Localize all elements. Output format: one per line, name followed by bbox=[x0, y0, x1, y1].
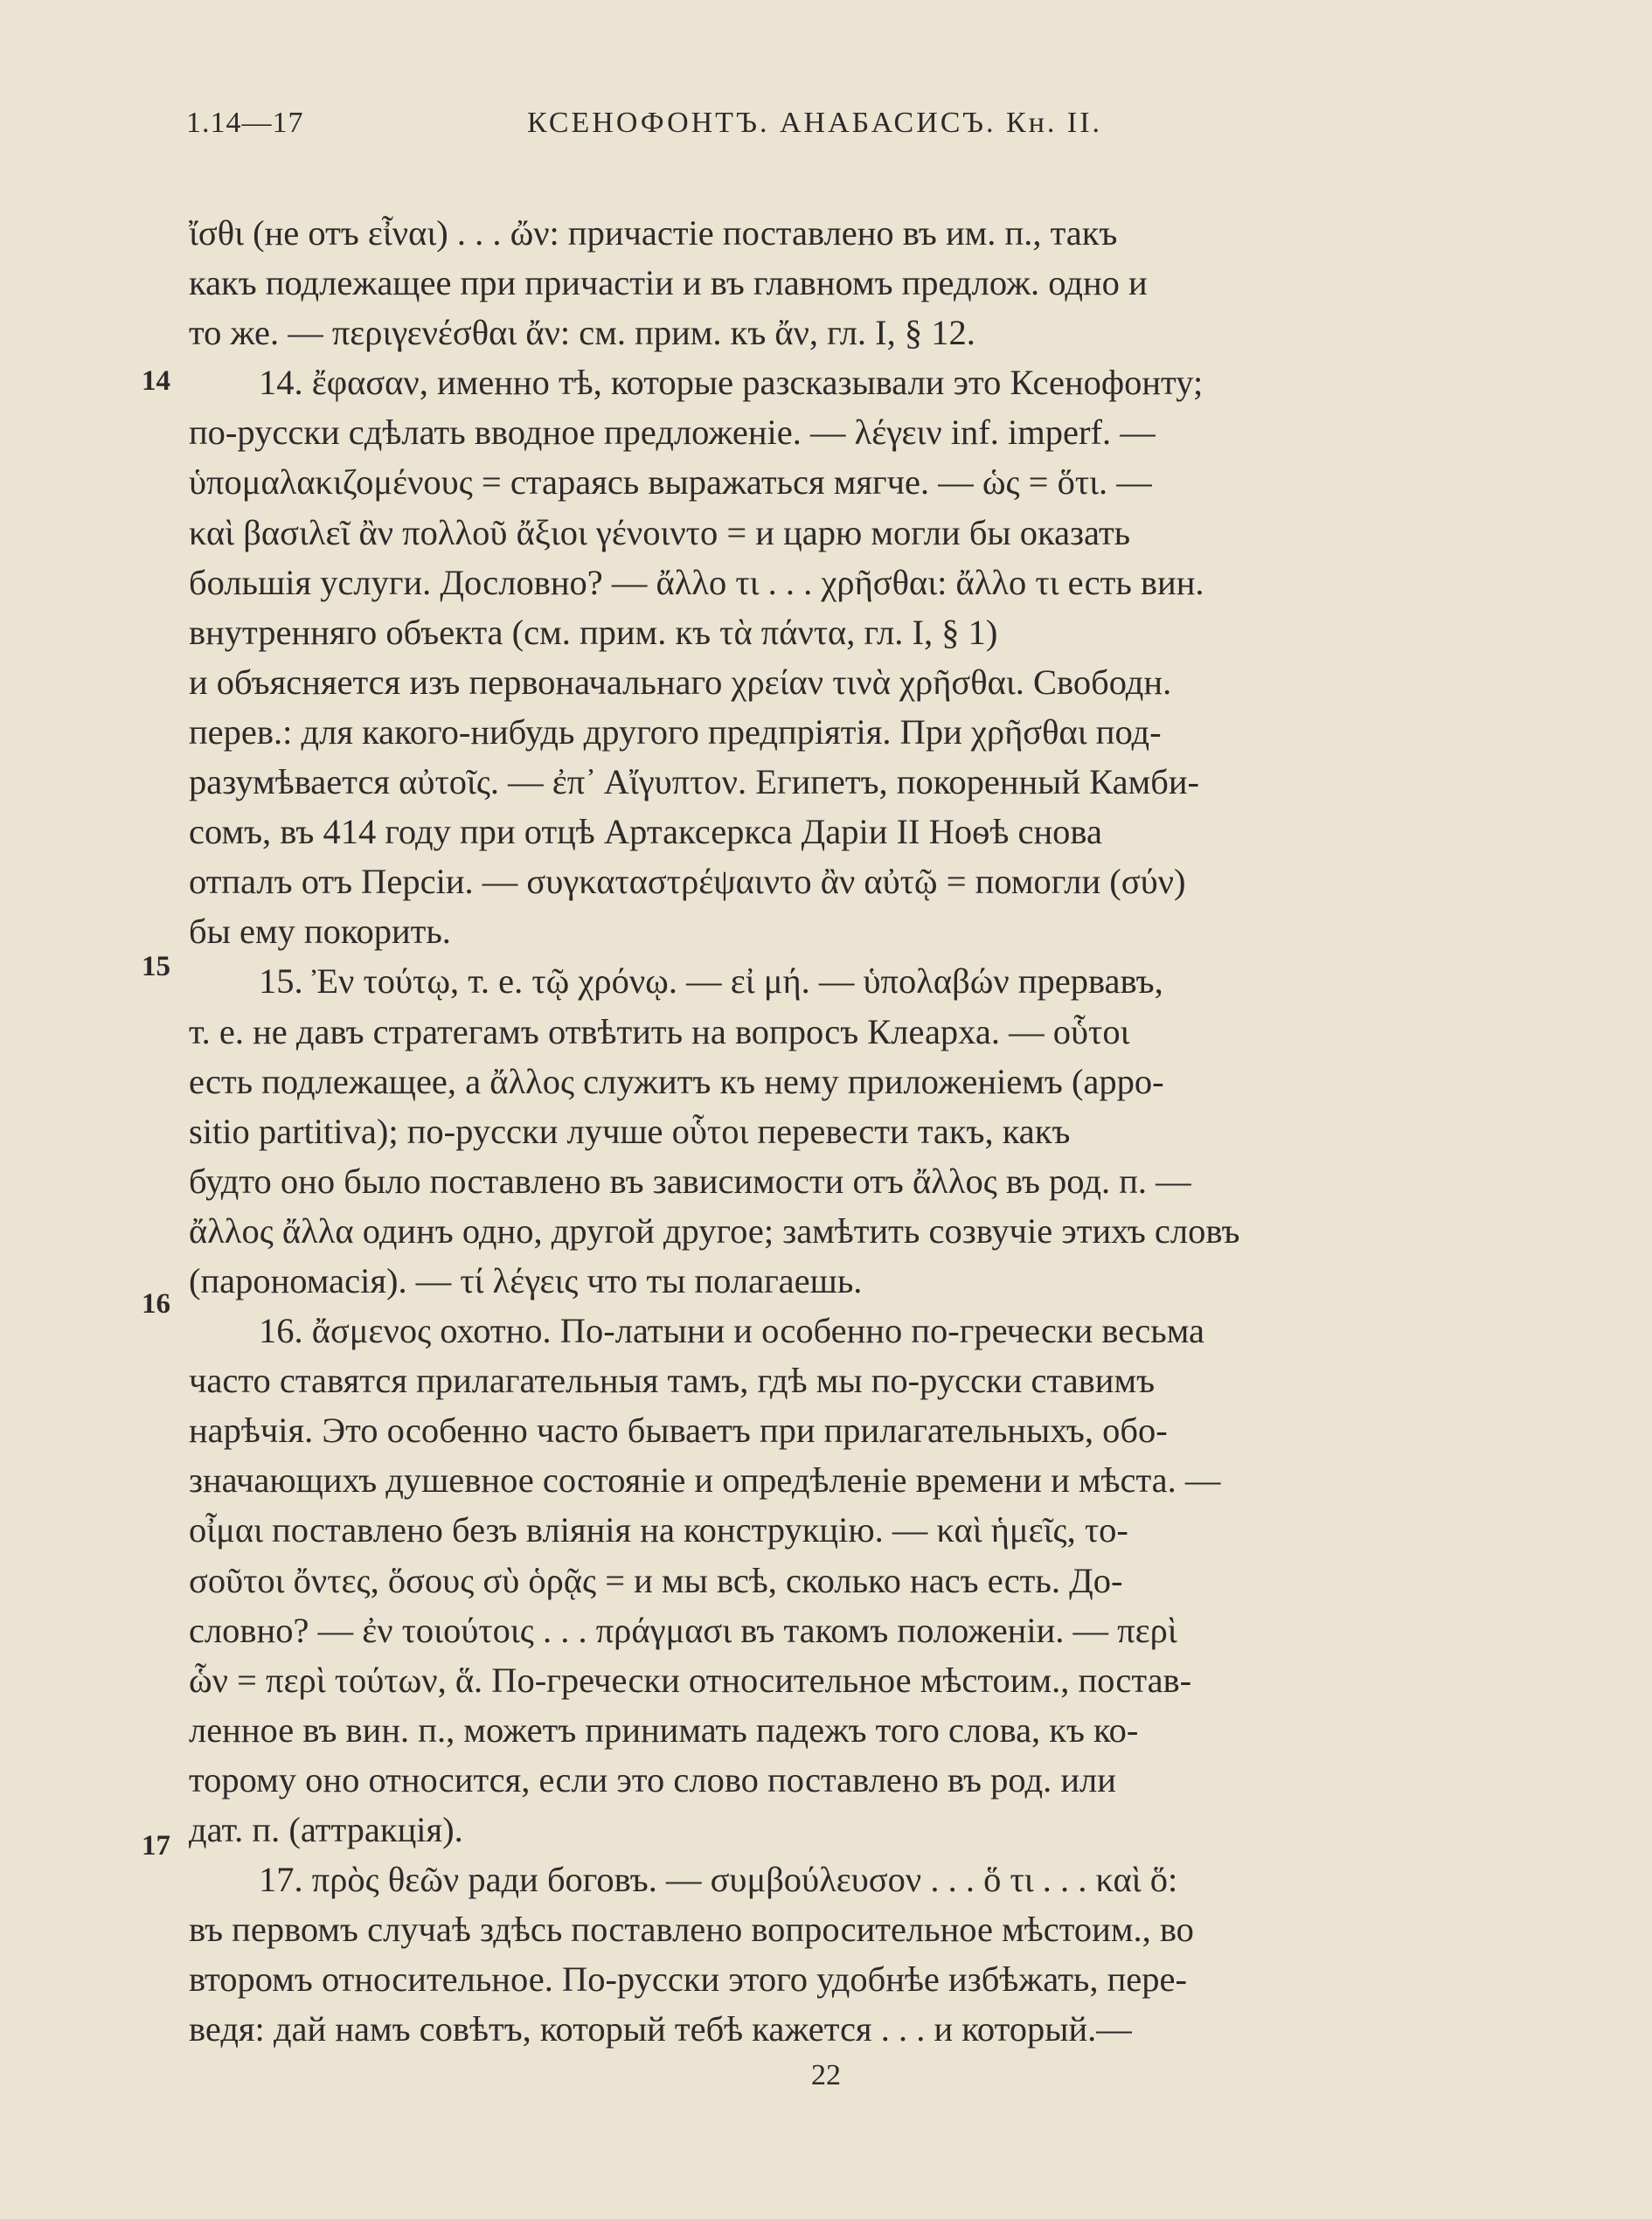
commentary-body bbox=[189, 208, 1512, 2054]
text-line: большія услуги. Дословно? — ἄλλο τι . . . χρῆσθαι: ἄλλο τι есть вин. bbox=[189, 562, 1204, 602]
text-line: ἄλλος ἄλλα одинъ одно, другой другое; замѣтить созвучіе этихъ словъ bbox=[189, 1210, 1240, 1251]
text-line: словно? — ἐν τοιούτοις . . . πράγμασι въ такомъ положеніи. — περὶ bbox=[189, 1610, 1177, 1650]
text-line: (парономасія). — τί λέγεις что ты полагаешь. bbox=[189, 1260, 863, 1300]
text-line: значающихъ душевное состояніе и опредѣленіе времени и мѣста. — bbox=[189, 1460, 1221, 1501]
margin-section-number: 14 bbox=[142, 365, 170, 397]
text-line: какъ подлежащее при причастіи и въ главномъ предлож. одно и bbox=[189, 263, 1148, 303]
text-line: ὧν = περὶ τούτων, ἅ. По-гречески относительное мѣстоим., постав- bbox=[189, 1660, 1192, 1700]
text-line: ленное въ вин. п., можетъ принимать падежъ того слова, къ ко- bbox=[189, 1709, 1139, 1750]
text-line: бы ему покорить. bbox=[189, 912, 451, 952]
text-line: sitio partitiva); по-русски лучше οὗτοι перевести такъ, какъ bbox=[189, 1111, 1071, 1151]
text-line: ἴσθι (не отъ εἶναι) . . . ὤν: причастіе поставлено въ им. п., такъ bbox=[189, 213, 1118, 253]
text-line: въ первомъ случаѣ здѣсь поставлено вопросительное мѣстоим., во bbox=[189, 1910, 1194, 1950]
margin-section-number: 17 bbox=[142, 1830, 170, 1862]
section-reference: 1.14—17 bbox=[186, 107, 304, 139]
margin-section-number: 15 bbox=[142, 951, 170, 982]
text-line: внутренняго объекта (см. прим. къ τὰ πάντα, гл. I, § 1) bbox=[189, 612, 998, 652]
page-number: 22 bbox=[811, 2059, 841, 2091]
text-line: ὑπομαλακιζομένους = стараясь выражаться мягче. — ὡς = ὅτι. — bbox=[189, 462, 1152, 503]
text-line: и объясняется изъ первоначальнаго χρείαν τινὰ χρῆσθαι. Свободн. bbox=[189, 662, 1172, 702]
text-line: 17. πρὸς θεῶν ради боговъ. — συμβούλευσον . . . ὅ τι . . . καὶ ὅ: bbox=[259, 1860, 1178, 1900]
running-title: КСЕНОФОНТЪ. АНАБАСИСЪ. Кн. II. bbox=[527, 107, 1103, 139]
text-line: отпалъ отъ Персіи. — συγκαταστρέψαιντο ἂν αὐτῷ = помогли (σύν) bbox=[189, 862, 1186, 902]
text-line: есть подлежащее, а ἄλλος служитъ къ нему приложеніемъ (appo- bbox=[189, 1061, 1164, 1101]
text-line: т. е. не давъ стратегамъ отвѣтить на вопросъ Клеарха. — οὗτοι bbox=[189, 1011, 1130, 1051]
text-line: 16. ἄσμενος охотно. По-латыни и особенно по-гречески весьма bbox=[259, 1311, 1205, 1351]
text-line: по-русски сдѣлать вводное предложеніе. — λέγειν inf. imperf. — bbox=[189, 413, 1156, 453]
text-line: 15. Ἐν τούτῳ, т. е. τῷ χρόνῳ. — εἰ μή. — ὑπολαβών прервавъ, bbox=[259, 961, 1163, 1002]
text-line: ведя: дай намъ совѣтъ, который тебѣ кажется . . . и который.— bbox=[189, 2009, 1132, 2049]
text-line: καὶ βασιλεῖ ἂν πολλοῦ ἄξιοι γένοιντο = и царю могли бы оказать bbox=[189, 512, 1131, 552]
text-line: οἶμαι поставлено безъ вліянія на конструкцію. — καὶ ἡμεῖς, το- bbox=[189, 1510, 1128, 1550]
text-line: σοῦτοι ὄντες, ὅσους σὺ ὁρᾷς = и мы всѣ, сколько насъ есть. До- bbox=[189, 1560, 1123, 1600]
text-line: 14. ἔφασαν, именно тѣ, которые разсказывали это Ксенофонту; bbox=[259, 363, 1204, 403]
text-line: то же. — περιγενέσθαι ἄν: см. прим. къ ἄν, гл. I, § 12. bbox=[189, 313, 975, 353]
text-line: дат. п. (аттракція). bbox=[189, 1810, 463, 1849]
text-line: будто оно было поставлено въ зависимости отъ ἄλλος въ род. п. — bbox=[189, 1161, 1191, 1201]
text-line: торому оно относится, если это слово поставлено въ род. или bbox=[189, 1759, 1116, 1799]
text-line: перев.: для какого-нибудь другого предпріятія. При χρῆσθαι под- bbox=[189, 711, 1162, 752]
text-line: разумѣвается αὐτοῖς. — ἐπ᾿ Αἴγυπτον. Египетъ, покоренный Камби- bbox=[189, 762, 1200, 802]
text-line: часто ставятся прилагательныя тамъ, гдѣ мы по-русски ставимъ bbox=[189, 1361, 1156, 1401]
text-line: сомъ, въ 414 году при отцѣ Артаксеркса Даріи II Ноѳѣ снова bbox=[189, 812, 1102, 852]
text-line: нарѣчія. Это особенно часто бываетъ при прилагательныхъ, обо- bbox=[189, 1411, 1168, 1451]
text-line: второмъ относительное. По-русски этого удобнѣе избѣжать, пере- bbox=[189, 1959, 1187, 2000]
margin-section-number: 16 bbox=[142, 1288, 170, 1320]
running-header bbox=[186, 107, 1497, 150]
